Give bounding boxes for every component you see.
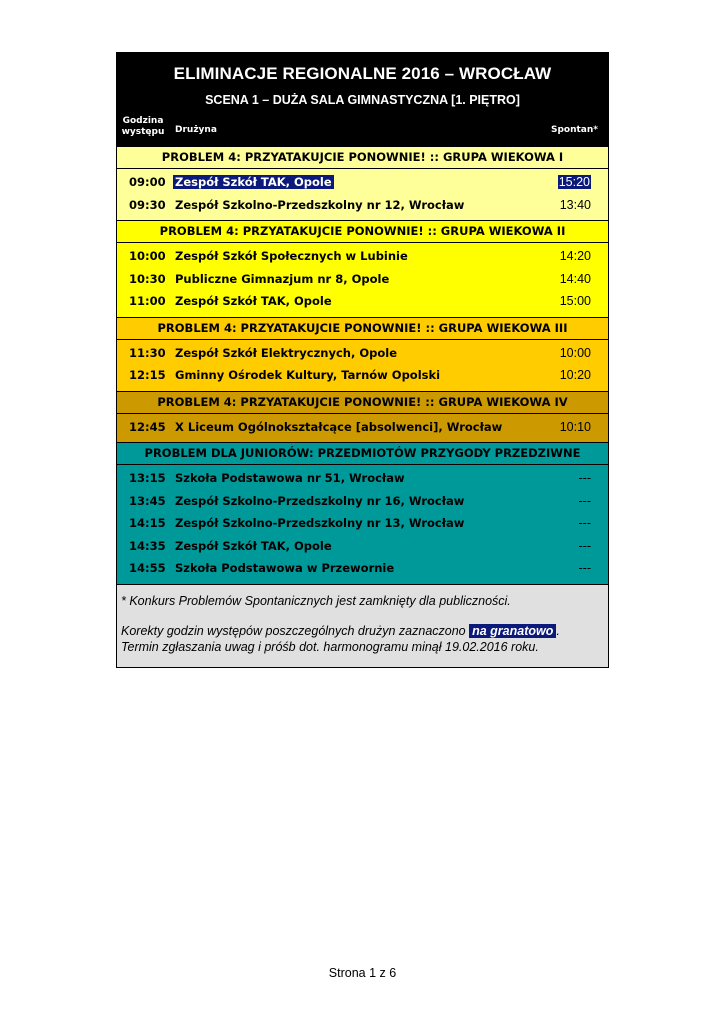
spontan-time: --- <box>578 561 591 575</box>
performance-time: 14:35 <box>129 538 166 553</box>
team-name: Zespół Szkół Społecznych w Lubinie <box>175 249 408 263</box>
schedule-row <box>117 268 608 291</box>
schedule-groups <box>117 146 608 584</box>
spontan-time: 14:20 <box>559 249 591 263</box>
spontan-time: --- <box>578 538 591 553</box>
spontan-time: 10:20 <box>559 368 591 382</box>
team-name: Szkoła Podstawowa w Przewornie <box>175 561 395 575</box>
schedule-row <box>117 290 608 313</box>
notes-box <box>117 584 608 667</box>
performance-time: 11:30 <box>129 345 166 360</box>
note-corrections-end: . <box>556 623 560 638</box>
note-corrections-text: Korekty godzin występów poszczególnych drużyn zaznaczono <box>121 623 470 638</box>
column-header-spontan: Spontan* <box>550 125 598 135</box>
spontan-time: 13:40 <box>559 197 591 212</box>
performance-time: 12:45 <box>129 419 166 434</box>
column-header-time-line1: Godzina <box>122 116 164 126</box>
performance-time: 10:30 <box>129 271 166 286</box>
performance-time: 09:00 <box>129 175 166 189</box>
schedule-row <box>117 364 608 387</box>
note-closed-event: * Konkurs Problemów Spontanicznych jest zamknięty dla publiczności. <box>121 593 511 608</box>
team-name: Zespół Szkolno-Przedszkolny nr 12, Wrocław <box>175 197 465 212</box>
schedule-row <box>117 512 608 535</box>
spontan-time: --- <box>578 493 591 508</box>
team-name: X Liceum Ogólnokształcące [absolwenci], Wrocław <box>175 419 503 434</box>
group-title: PROBLEM 4: PRZYATAKUJCIE PONOWNIE! :: GRUPA WIEKOWA IV <box>117 392 608 414</box>
performance-time: 13:45 <box>129 493 166 508</box>
column-headers <box>117 110 608 146</box>
spontan-time: 15:20 <box>558 175 590 189</box>
group-title: PROBLEM 4: PRZYATAKUJCIE PONOWNIE! :: GRUPA WIEKOWA II <box>117 221 608 243</box>
table-header <box>117 53 608 146</box>
performance-time: 11:00 <box>129 294 166 308</box>
performance-time: 10:00 <box>129 249 166 263</box>
spontan-time: --- <box>578 516 591 530</box>
page-title: ELIMINACJE REGIONALNE 2016 – WROCŁAW <box>173 64 552 83</box>
column-header-team: Drużyna <box>175 125 217 135</box>
team-name: Publiczne Gimnazjum nr 8, Opole <box>175 271 390 286</box>
schedule-row <box>117 245 608 268</box>
schedule-row <box>117 557 608 580</box>
team-name: Zespół Szkolno-Przedszkolny nr 13, Wrocław <box>175 516 465 530</box>
team-name: Zespół Szkół TAK, Opole <box>175 175 332 189</box>
team-name: Szkoła Podstawowa nr 51, Wrocław <box>175 471 405 485</box>
schedule-group <box>117 220 608 317</box>
note-deadline: Termin zgłaszania uwag i próśb dot. harmonogramu minął 19.02.2016 roku. <box>121 639 539 654</box>
schedule-table <box>116 52 609 668</box>
group-title: PROBLEM 4: PRZYATAKUJCIE PONOWNIE! :: GRUPA WIEKOWA I <box>117 147 608 169</box>
team-name: Zespół Szkół TAK, Opole <box>175 294 332 308</box>
performance-time: 12:15 <box>129 368 166 382</box>
schedule-row <box>117 194 608 217</box>
schedule-group <box>117 146 608 220</box>
schedule-row <box>117 490 608 513</box>
performance-time: 14:55 <box>129 561 166 575</box>
schedule-row <box>117 416 608 439</box>
spontan-time: 10:00 <box>559 345 591 360</box>
performance-time: 09:30 <box>129 197 166 212</box>
group-title: PROBLEM 4: PRZYATAKUJCIE PONOWNIE! :: GRUPA WIEKOWA III <box>117 318 608 340</box>
spontan-time: 14:40 <box>559 271 591 286</box>
schedule-row <box>117 171 608 194</box>
schedule-group <box>117 317 608 391</box>
spontan-time: 15:00 <box>559 294 591 308</box>
spontan-time: --- <box>578 471 591 485</box>
schedule-row <box>117 535 608 558</box>
team-name: Gminny Ośrodek Kultury, Tarnów Opolski <box>175 368 441 382</box>
note-corrections <box>121 623 604 639</box>
page-number: Strona 1 z 6 <box>328 966 397 980</box>
team-name: Zespół Szkół Elektrycznych, Opole <box>175 345 398 360</box>
schedule-row <box>117 342 608 365</box>
schedule-group <box>117 391 608 443</box>
highlight-legend-badge: na granatowo <box>469 624 556 638</box>
page-subtitle: SCENA 1 – DUŻA SALA GIMNASTYCZNA [1. PIĘTRO] <box>205 93 520 107</box>
performance-time: 13:15 <box>129 471 166 485</box>
group-title: PROBLEM DLA JUNIORÓW: PRZEDMIOTÓW PRZYGODY PRZEDZIWNE <box>117 443 608 465</box>
spontan-time: 10:10 <box>559 419 591 434</box>
schedule-row <box>117 467 608 490</box>
team-name: Zespół Szkół TAK, Opole <box>175 538 332 553</box>
column-header-time-line2: występu <box>121 127 165 137</box>
team-name: Zespół Szkolno-Przedszkolny nr 16, Wrocław <box>175 493 465 508</box>
performance-time: 14:15 <box>129 516 166 530</box>
schedule-group <box>117 442 608 584</box>
column-header-time <box>117 116 169 138</box>
